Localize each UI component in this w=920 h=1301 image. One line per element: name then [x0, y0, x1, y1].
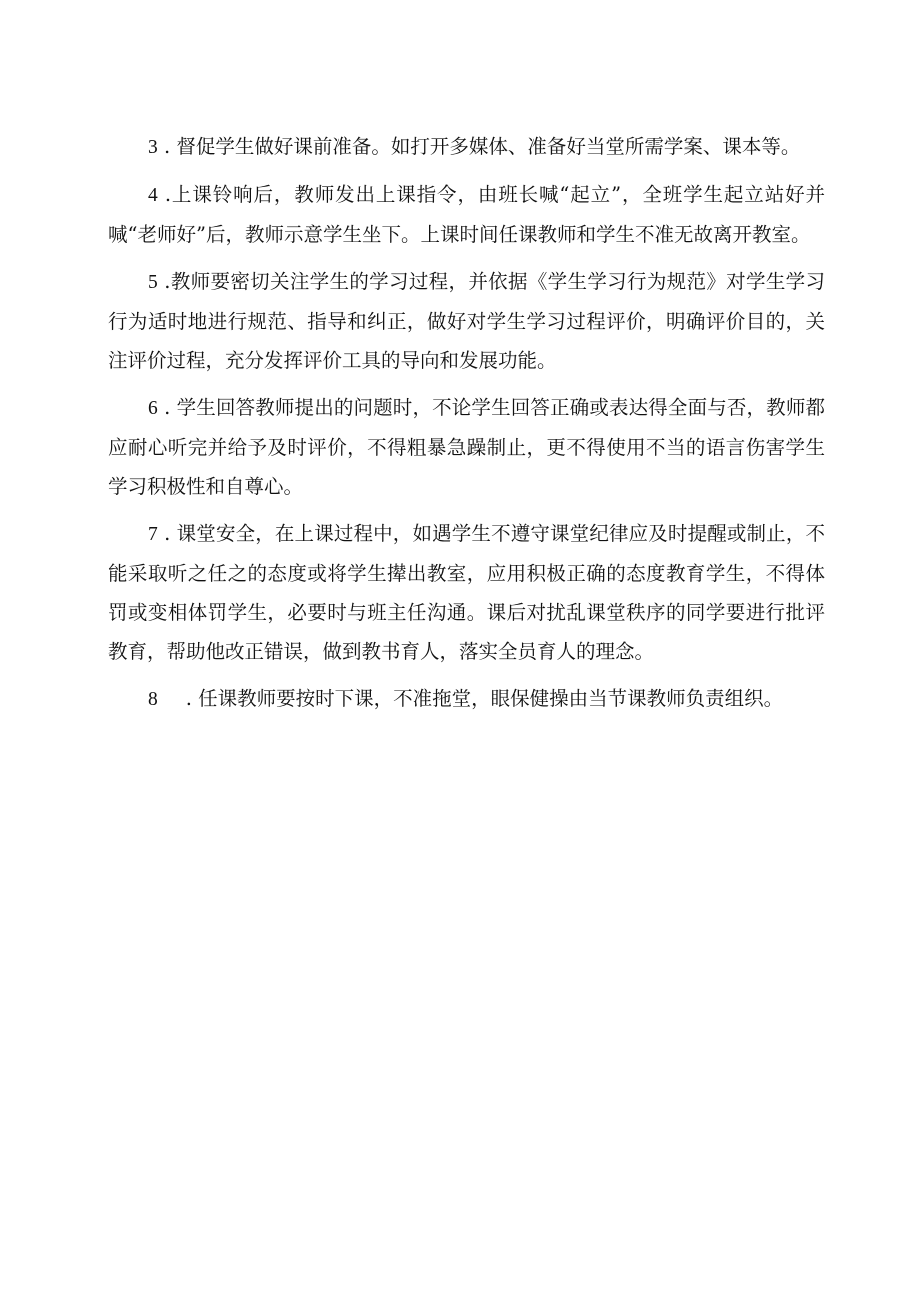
list-item — [108, 175, 825, 254]
item-number: 6 — [148, 398, 158, 419]
item-number: 7 — [148, 524, 158, 545]
item-number: 8 — [148, 689, 158, 710]
item-text: . 学生回答教师提出的问题时，不论学生回答正确或表达得全面与否，教师都应耐心听完并给予及时评价，不得粗暴急躁制止，更不得使用不当的语言伤害学生学习积极性和自尊心。 — [108, 396, 825, 498]
item-text: . 任课教师要按时下课，不准拖堂，眼保健操由当节课教师负责组织。 — [185, 687, 784, 710]
item-text: .教师要密切关注学生的学习过程，并依据《学生学习行为规范》对学生学习行为适时地进行规范、指导和纠正，做好对学生学习过程评价，明确评价目的，关注评价过程，充分发挥评价工具的导向和发展功能。 — [108, 270, 825, 372]
item-number: 5 — [148, 272, 158, 293]
item-text: .上课铃响后，教师发出上课指令，由班长喊“起立”，全班学生起立站好并喊“老师好”后，教师示意学生坐下。上课时间任课教师和学生不准无故离开教室。 — [108, 183, 825, 246]
item-number: 4 — [148, 185, 158, 206]
list-item — [108, 679, 825, 719]
document-body — [108, 127, 825, 719]
list-item — [108, 514, 825, 671]
item-text: . 课堂安全，在上课过程中，如遇学生不遵守课堂纪律应及时提醒或制止，不能采取听之任之的态度或将学生撵出教室，应用积极正确的态度教育学生，不得体罚或变相体罚学生，必要时与班主任沟通。课后对扰乱课堂秩序的同学要进行批评教育，帮助他改正错误，做到教书育人，落实全员育人的理念。 — [108, 522, 825, 663]
item-text: . 督促学生做好课前准备。如打开多媒体、准备好当堂所需学案、课本等。 — [157, 135, 801, 158]
list-item — [108, 127, 825, 167]
item-number: 3 — [148, 137, 158, 158]
list-item — [108, 388, 825, 506]
list-item — [108, 262, 825, 380]
